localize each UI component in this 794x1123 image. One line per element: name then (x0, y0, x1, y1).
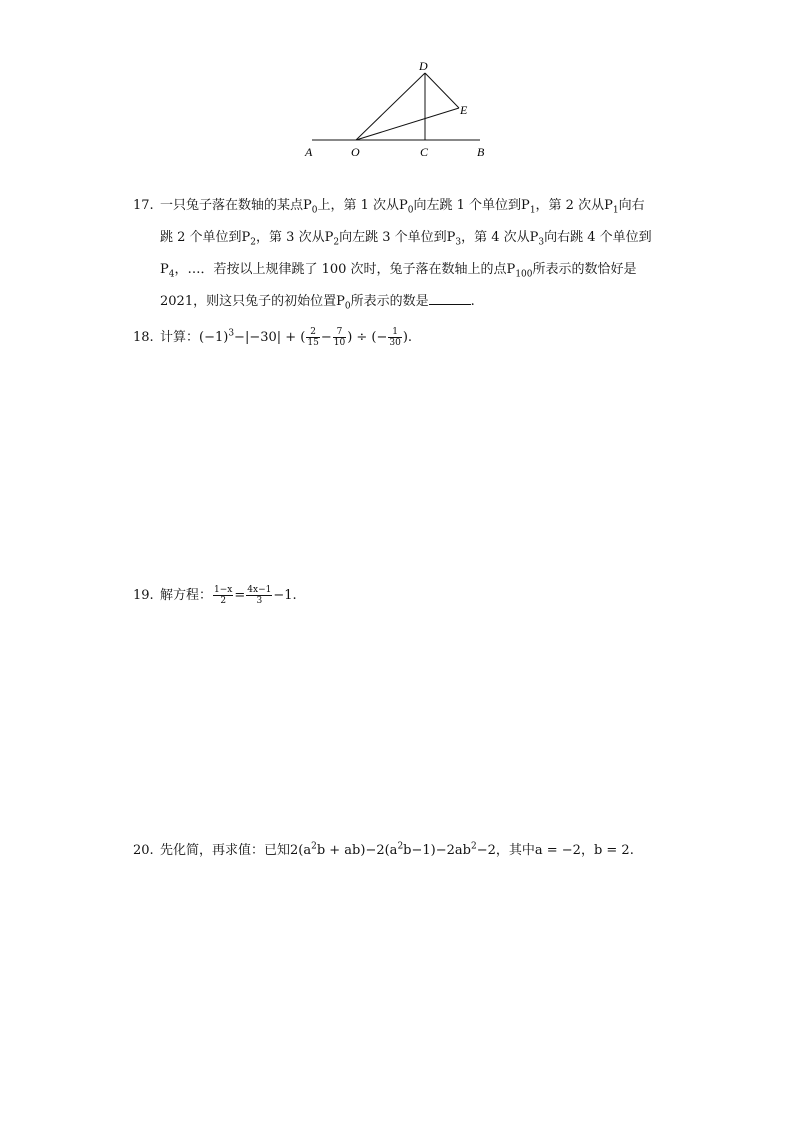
text: P (160, 262, 169, 277)
label-a: A (305, 145, 313, 159)
label-d: D (419, 59, 428, 73)
segment-de (425, 73, 459, 108)
denominator: 30 (389, 338, 401, 348)
question-20-line (133, 835, 663, 867)
subscript: 2 (250, 237, 257, 248)
text: 2021，则这只兔子的初始位置P (160, 294, 345, 309)
text: 解方程： (160, 588, 213, 603)
text: ，…．若按以上规律跳了 100 次时，兔子落在数轴上的点P (174, 262, 516, 277)
denominator: 3 (256, 596, 263, 606)
text: ，第 3 次从P (256, 230, 334, 245)
superscript: 3 (228, 328, 235, 339)
text: 向右跳 4 个单位到 (544, 230, 652, 245)
question-17 (133, 190, 663, 318)
text: ，第 4 次从P (461, 230, 539, 245)
text: ) ÷ (− (347, 330, 388, 345)
text: 一只兔子落在数轴的某点P (160, 198, 312, 213)
segment-od (356, 73, 425, 140)
text: b−1)−2ab (403, 843, 471, 858)
text: −|−30| + ( (234, 330, 306, 345)
question-19-line (133, 580, 663, 612)
subscript: 1 (529, 205, 536, 216)
text: . (470, 294, 475, 309)
geometry-figure (300, 52, 500, 164)
question-20 (133, 835, 663, 867)
question-number: 17. (133, 198, 154, 213)
segment-oe (356, 108, 459, 140)
question-18-line (133, 322, 663, 354)
answer-blank[interactable] (429, 290, 471, 305)
text: − (320, 330, 332, 345)
text: ). (402, 330, 413, 345)
fraction (388, 327, 401, 348)
question-number: 20. (133, 843, 154, 858)
text: 所表示的数恰好是 (532, 262, 637, 277)
question-17-line-3 (133, 254, 663, 286)
text: 向右 (618, 198, 645, 213)
label-b: B (477, 145, 485, 159)
fraction (246, 585, 272, 606)
question-number: 18. (133, 330, 154, 345)
text: 计算：(−1) (160, 330, 229, 345)
numerator: 4x−1 (247, 585, 272, 595)
text: 所表示的数是 (350, 294, 429, 309)
subscript: 0 (344, 301, 351, 312)
text: 跳 2 个单位到P (160, 230, 251, 245)
question-17-line-2 (133, 222, 663, 254)
superscript: 2 (311, 841, 317, 852)
subscript: 0 (407, 205, 414, 216)
fraction (213, 585, 233, 606)
superscript: 2 (397, 841, 404, 852)
subscript: 4 (168, 269, 175, 280)
label-c: C (420, 145, 429, 159)
subscript: 2 (333, 237, 340, 248)
text: 向左跳 1 个单位到P (413, 198, 530, 213)
text: −2，其中a = −2，b = 2. (476, 843, 634, 858)
question-number: 19. (133, 588, 154, 603)
superscript: 2 (470, 841, 477, 852)
text: ，第 2 次从P (535, 198, 613, 213)
question-17-line-4 (133, 286, 663, 318)
question-17-line-1 (133, 190, 663, 222)
fraction (306, 327, 319, 348)
denominator: 10 (333, 338, 346, 348)
subscript: 3 (455, 237, 462, 248)
numerator: 1−x (214, 585, 233, 595)
question-18 (133, 322, 663, 354)
text: b + ab)−2(a (316, 843, 398, 858)
subscript: 100 (515, 269, 533, 280)
text: 向左跳 3 个单位到P (339, 230, 456, 245)
text: 上，第 1 次从P (317, 198, 408, 213)
label-e: E (460, 103, 468, 117)
text: = (234, 588, 246, 603)
subscript: 0 (311, 205, 318, 216)
text: −1. (273, 588, 297, 603)
numerator: 7 (333, 327, 346, 338)
text: 先化简，再求值：已知2(a (160, 843, 312, 858)
denominator: 15 (307, 338, 319, 348)
numerator: 2 (306, 327, 319, 338)
fraction (333, 327, 346, 348)
numerator: 1 (388, 327, 401, 338)
subscript: 3 (538, 237, 545, 248)
subscript: 1 (612, 205, 619, 216)
question-19 (133, 580, 663, 612)
label-o: O (351, 145, 360, 159)
denominator: 2 (220, 596, 227, 606)
